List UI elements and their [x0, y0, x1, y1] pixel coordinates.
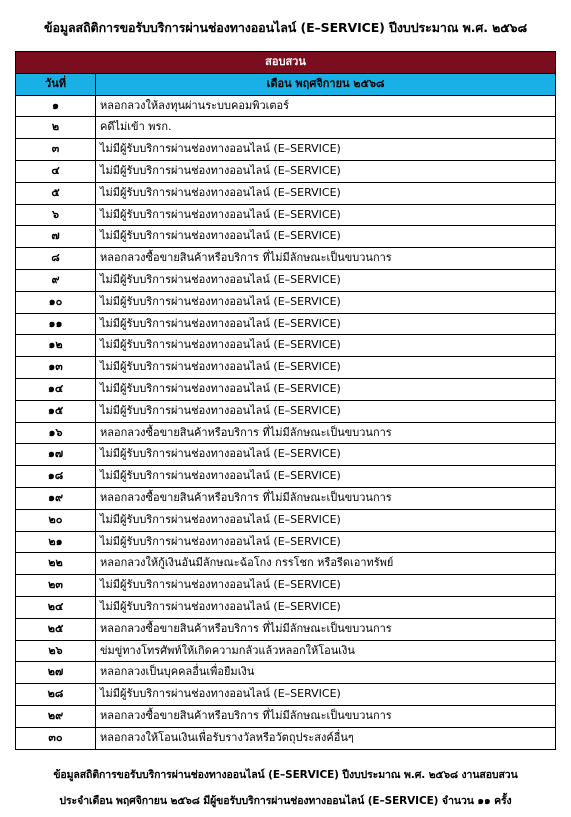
description-cell: ไม่มีผู้รับบริการผ่านช่องทางออนไลน์ (E–SERVICE)	[96, 575, 556, 597]
table-row	[16, 139, 556, 161]
day-cell: ๓๐	[16, 727, 96, 749]
day-cell: ๒๓	[16, 575, 96, 597]
table-row	[16, 466, 556, 488]
description-cell: ไม่มีผู้รับบริการผ่านช่องทางออนไลน์ (E–SERVICE)	[96, 509, 556, 531]
day-cell: ๖	[16, 204, 96, 226]
table-row	[16, 117, 556, 139]
description-cell: ไม่มีผู้รับบริการผ่านช่องทางออนไลน์ (E–SERVICE)	[96, 269, 556, 291]
table-row	[16, 575, 556, 597]
section-header: สอบสวน	[16, 52, 556, 74]
table-row	[16, 400, 556, 422]
description-cell: หลอกลวงให้ลงทุนผ่านระบบคอมพิวเตอร์	[96, 95, 556, 117]
day-cell: ๑๑	[16, 313, 96, 335]
description-cell: ไม่มีผู้รับบริการผ่านช่องทางออนไลน์ (E–SERVICE)	[96, 378, 556, 400]
day-cell: ๑๐	[16, 291, 96, 313]
day-cell: ๒๘	[16, 684, 96, 706]
day-cell: ๑๔	[16, 378, 96, 400]
day-cell: ๒๑	[16, 531, 96, 553]
day-cell: ๒๖	[16, 640, 96, 662]
description-cell: หลอกลวงซื้อขายสินค้าหรือบริการ ที่ไม่มีลักษณะเป็นขบวนการ	[96, 487, 556, 509]
table-row	[16, 444, 556, 466]
day-cell: ๑๖	[16, 422, 96, 444]
description-cell: ข่มขู่ทางโทรศัพท์ให้เกิดความกลัวแล้วหลอกให้โอนเงิน	[96, 640, 556, 662]
table-row	[16, 95, 556, 117]
table-row	[16, 553, 556, 575]
day-cell: ๑๓	[16, 357, 96, 379]
table-row	[16, 313, 556, 335]
column-header-day: วันที่	[16, 73, 96, 95]
table-row	[16, 509, 556, 531]
table-row	[16, 291, 556, 313]
day-cell: ๒๗	[16, 662, 96, 684]
description-cell: ไม่มีผู้รับบริการผ่านช่องทางออนไลน์ (E–SERVICE)	[96, 313, 556, 335]
table-row	[16, 160, 556, 182]
table-row	[16, 640, 556, 662]
table-row	[16, 596, 556, 618]
description-cell: ไม่มีผู้รับบริการผ่านช่องทางออนไลน์ (E–SERVICE)	[96, 204, 556, 226]
day-cell: ๒๒	[16, 553, 96, 575]
document-title: ข้อมูลสถิติการขอรับบริการผ่านช่องทางออนไลน์ (E–SERVICE) ปีงบประมาณ พ.ศ. ๒๕๖๘	[44, 20, 527, 35]
day-cell: ๒	[16, 117, 96, 139]
section-header-row	[16, 52, 556, 74]
day-cell: ๑	[16, 95, 96, 117]
day-cell: ๗	[16, 226, 96, 248]
description-cell: ไม่มีผู้รับบริการผ่านช่องทางออนไลน์ (E–SERVICE)	[96, 531, 556, 553]
table-row	[16, 378, 556, 400]
description-cell: ไม่มีผู้รับบริการผ่านช่องทางออนไลน์ (E–SERVICE)	[96, 684, 556, 706]
column-header-row	[16, 73, 556, 95]
description-cell: ไม่มีผู้รับบริการผ่านช่องทางออนไลน์ (E–SERVICE)	[96, 596, 556, 618]
table-row	[16, 487, 556, 509]
table-row	[16, 204, 556, 226]
table-row	[16, 705, 556, 727]
table-row	[16, 531, 556, 553]
day-cell: ๑๕	[16, 400, 96, 422]
description-cell: หลอกลวงเป็นบุคคลอื่นเพื่อยืมเงิน	[96, 662, 556, 684]
day-cell: ๑๗	[16, 444, 96, 466]
description-cell: ไม่มีผู้รับบริการผ่านช่องทางออนไลน์ (E–SERVICE)	[96, 226, 556, 248]
table-row	[16, 727, 556, 749]
description-cell: หลอกลวงซื้อขายสินค้าหรือบริการ ที่ไม่มีลักษณะเป็นขบวนการ	[96, 618, 556, 640]
table-row	[16, 684, 556, 706]
day-cell: ๑๒	[16, 335, 96, 357]
description-cell: ไม่มีผู้รับบริการผ่านช่องทางออนไลน์ (E–SERVICE)	[96, 400, 556, 422]
day-cell: ๒๙	[16, 705, 96, 727]
description-cell: หลอกลวงซื้อขายสินค้าหรือบริการ ที่ไม่มีลักษณะเป็นขบวนการ	[96, 422, 556, 444]
description-cell: หลอกลวงให้โอนเงินเพื่อรับรางวัลหรือวัตถุประสงค์อื่นๆ	[96, 727, 556, 749]
description-cell: ไม่มีผู้รับบริการผ่านช่องทางออนไลน์ (E–SERVICE)	[96, 139, 556, 161]
day-cell: ๔	[16, 160, 96, 182]
day-cell: ๕	[16, 182, 96, 204]
day-cell: ๒๔	[16, 596, 96, 618]
description-cell: ไม่มีผู้รับบริการผ่านช่องทางออนไลน์ (E–SERVICE)	[96, 160, 556, 182]
description-cell: หลอกลวงให้กู้เงินอันมีลักษณะฉ้อโกง กรรโชก หรือรีดเอาทรัพย์	[96, 553, 556, 575]
table-body	[16, 95, 556, 749]
summary-line-1: ข้อมูลสถิติการขอรับบริการผ่านช่องทางออนไลน์ (E–SERVICE) ปีงบประมาณ พ.ศ. ๒๕๖๘ งานสอบสวน	[53, 769, 518, 781]
day-cell: ๘	[16, 248, 96, 270]
table-row	[16, 182, 556, 204]
day-cell: ๑๙	[16, 487, 96, 509]
table-row	[16, 335, 556, 357]
table-row	[16, 248, 556, 270]
description-cell: หลอกลวงซื้อขายสินค้าหรือบริการ ที่ไม่มีลักษณะเป็นขบวนการ	[96, 248, 556, 270]
description-cell: ไม่มีผู้รับบริการผ่านช่องทางออนไลน์ (E–SERVICE)	[96, 357, 556, 379]
description-cell: คดีไม่เข้า พรก.	[96, 117, 556, 139]
description-cell: ไม่มีผู้รับบริการผ่านช่องทางออนไลน์ (E–SERVICE)	[96, 335, 556, 357]
description-cell: ไม่มีผู้รับบริการผ่านช่องทางออนไลน์ (E–SERVICE)	[96, 291, 556, 313]
table-row	[16, 618, 556, 640]
statistics-table	[15, 51, 556, 750]
day-cell: ๙	[16, 269, 96, 291]
table-row	[16, 269, 556, 291]
day-cell: ๒๕	[16, 618, 96, 640]
day-cell: ๒๐	[16, 509, 96, 531]
column-header-month: เดือน พฤศจิกายน ๒๕๖๘	[96, 73, 556, 95]
summary-line-2: ประจำเดือน พฤศจิกายน ๒๕๖๘ มีผู้ขอรับบริการผ่านช่องทางออนไลน์ (E–SERVICE) จำนวน ๑๑ ครั้ง	[59, 795, 512, 807]
table-row	[16, 422, 556, 444]
description-cell: ไม่มีผู้รับบริการผ่านช่องทางออนไลน์ (E–SERVICE)	[96, 466, 556, 488]
table-row	[16, 662, 556, 684]
table-row	[16, 357, 556, 379]
table-row	[16, 226, 556, 248]
description-cell: หลอกลวงซื้อขายสินค้าหรือบริการ ที่ไม่มีลักษณะเป็นขบวนการ	[96, 705, 556, 727]
day-cell: ๓	[16, 139, 96, 161]
description-cell: ไม่มีผู้รับบริการผ่านช่องทางออนไลน์ (E–SERVICE)	[96, 444, 556, 466]
day-cell: ๑๘	[16, 466, 96, 488]
description-cell: ไม่มีผู้รับบริการผ่านช่องทางออนไลน์ (E–SERVICE)	[96, 182, 556, 204]
